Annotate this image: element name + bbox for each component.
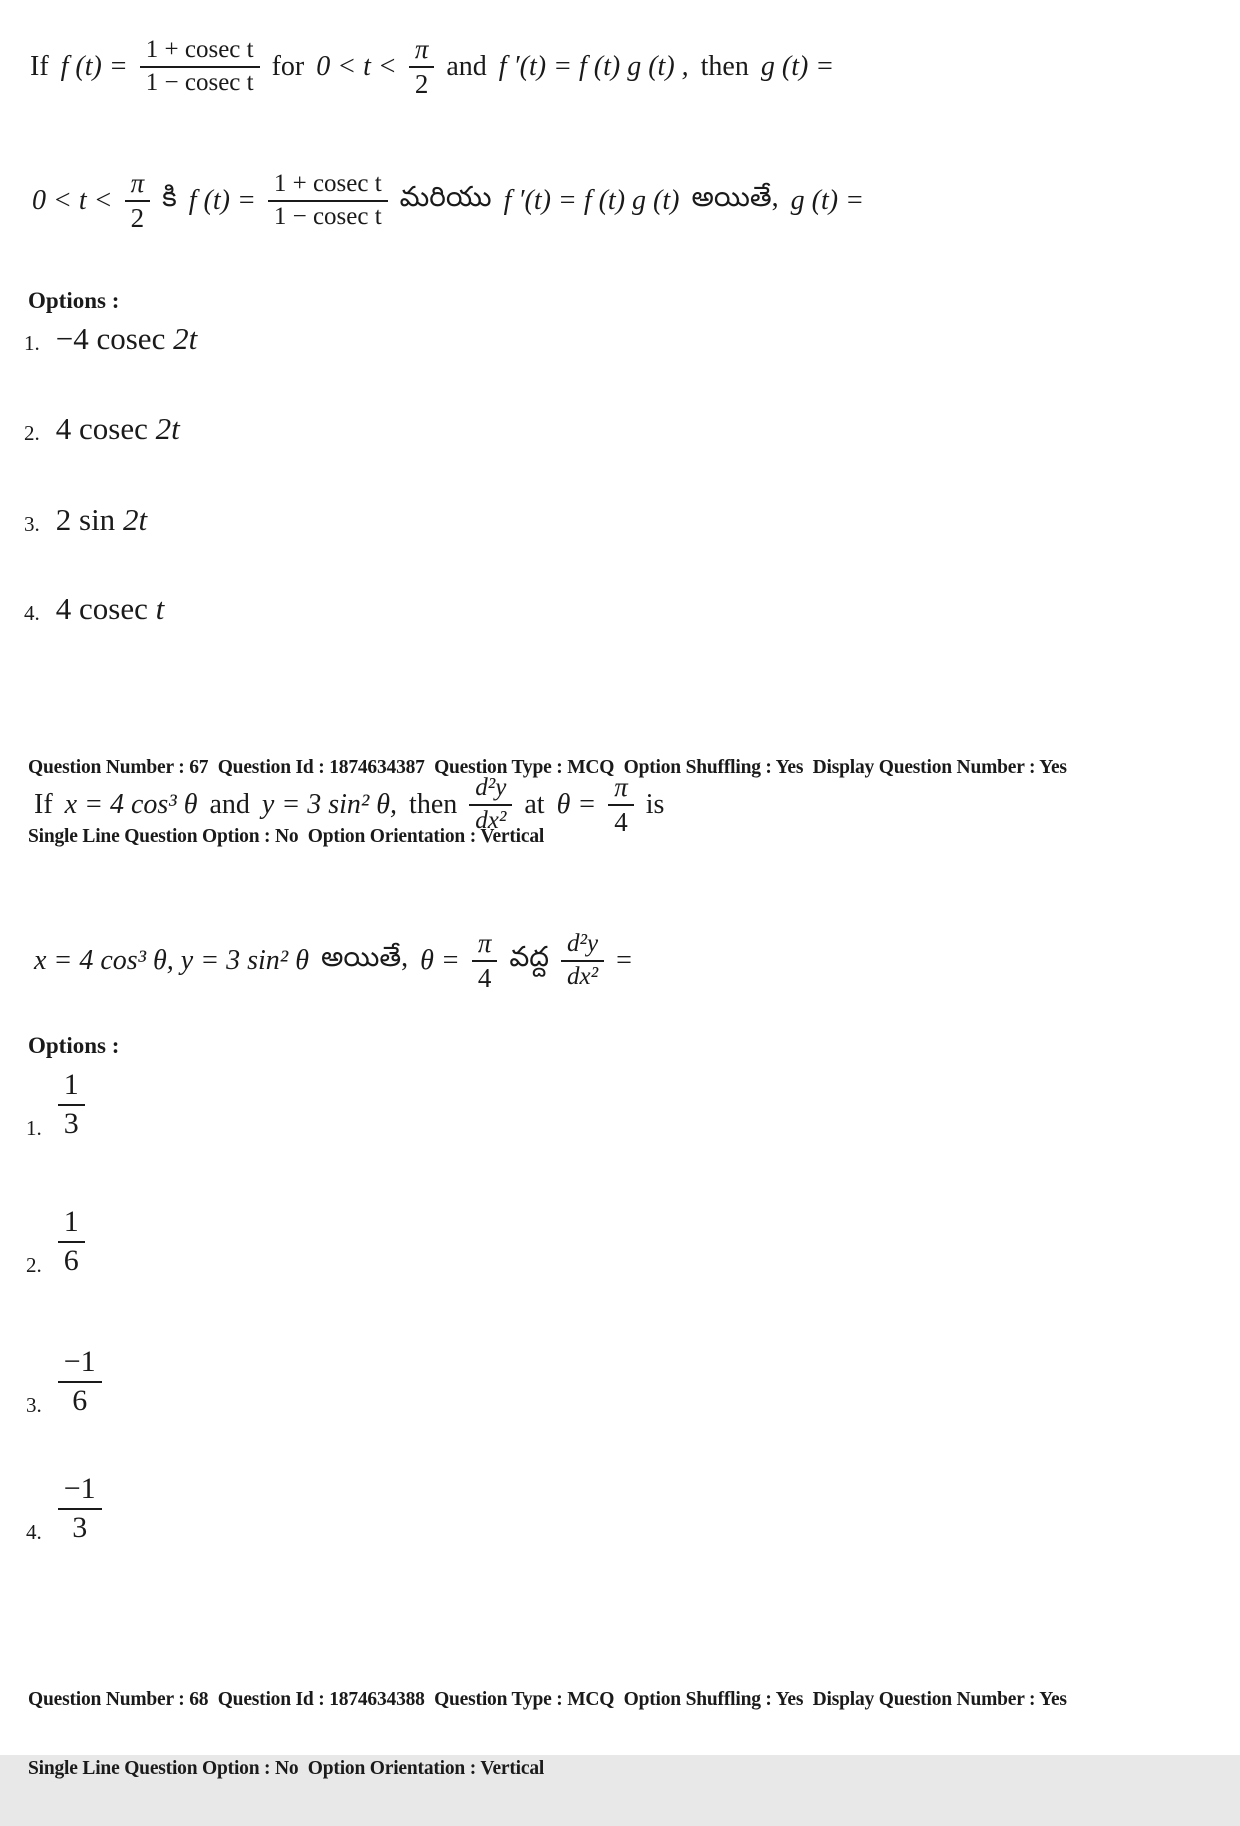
telugu-word-ayithe: అయితే, — [691, 182, 779, 214]
fraction-numerator: π — [608, 772, 634, 806]
word-for: for — [271, 51, 305, 83]
word-then: then — [409, 789, 458, 821]
fraction-pi-over-2 — [125, 168, 151, 234]
fraction-denominator: dx² — [567, 963, 599, 991]
f-definition: f (t) = — [60, 51, 128, 83]
option-text — [56, 592, 164, 626]
inequality: 0 < t < — [316, 51, 397, 83]
word-at: at — [524, 789, 545, 821]
option-text-lead: 2 sin — [55, 502, 123, 537]
fraction-numerator: d²y — [561, 930, 604, 962]
fraction-denominator: 4 — [614, 807, 628, 838]
fraction-numerator: π — [125, 168, 151, 202]
derivative-equation: f ′(t) = f (t) g (t) — [503, 185, 680, 217]
word-if: If — [30, 51, 49, 83]
fraction-numerator: π — [409, 34, 435, 68]
option-number: 1. — [26, 1116, 42, 1140]
metadata-line-2: Single Line Question Option : No Option Orientation : Vertical — [28, 1758, 545, 1779]
g-equation: g (t) = — [760, 51, 835, 83]
metadata-line-1: Question Number : 67 Question Id : 1874634387 Question Type : MCQ Option Shuffling : Yes Display Question Number : Yes — [28, 757, 1067, 778]
g-equation: g (t) = — [790, 185, 864, 217]
option-fraction — [58, 1345, 102, 1418]
fraction-denominator: 3 — [63, 1106, 79, 1140]
fraction-numerator: π — [472, 928, 498, 962]
x-definition: x = 4 cos³ θ — [64, 789, 198, 821]
option-4 — [26, 1472, 102, 1545]
fraction-numerator: d²y — [469, 774, 512, 806]
word-is: is — [645, 789, 665, 821]
fraction-pi-over-4 — [472, 928, 498, 994]
option-text-var: t — [155, 591, 165, 626]
option-text — [56, 322, 197, 356]
word-and: and — [446, 51, 487, 83]
fraction-denominator: dx² — [475, 807, 507, 835]
theta-equation: θ = — [556, 789, 597, 821]
option-text — [56, 503, 147, 537]
option-fraction — [58, 1472, 102, 1545]
metadata-line-1: Question Number : 68 Question Id : 1874634388 Question Type : MCQ Option Shuffling : Yes Display Question Number : Yes — [28, 1689, 1067, 1710]
question-67-telugu-line — [34, 928, 632, 994]
derivative-equation: f ′(t) = f (t) g (t) , — [498, 51, 689, 83]
option-number: 3. — [24, 512, 40, 537]
fraction-denominator: 1 − cosec t — [145, 69, 254, 97]
fraction-denominator: 1 − cosec t — [273, 203, 382, 231]
question-66-english-line — [30, 34, 834, 100]
fraction-numerator: 1 — [58, 1205, 85, 1243]
options-label: Options : — [28, 288, 120, 313]
option-text-lead: −4 cosec — [55, 321, 174, 356]
option-text-lead: 4 cosec — [55, 411, 156, 446]
option-text-var: 2t — [122, 502, 148, 537]
word-if: If — [34, 789, 53, 821]
option-4 — [24, 592, 164, 626]
option-1 — [24, 322, 197, 356]
fraction-pi-over-4 — [608, 772, 634, 838]
option-text-var: 2t — [155, 411, 180, 446]
fraction-denominator: 2 — [130, 203, 145, 234]
metadata-line-2: Single Line Question Option : No Option Orientation : Vertical — [28, 826, 545, 847]
option-number: 2. — [26, 1253, 42, 1277]
fraction-numerator: 1 — [58, 1068, 85, 1106]
telugu-word-ki: కి — [162, 182, 177, 214]
option-fraction — [58, 1205, 85, 1278]
fraction-denominator: 4 — [477, 963, 492, 994]
xy-definition: x = 4 cos³ θ, y = 3 sin² θ — [34, 945, 309, 977]
option-text — [56, 412, 180, 446]
option-3 — [26, 1345, 102, 1418]
telugu-word-vadda: వద్ద — [509, 942, 550, 974]
option-2 — [24, 412, 180, 446]
option-1 — [26, 1068, 85, 1141]
option-fraction — [58, 1068, 85, 1141]
fraction-denominator: 6 — [72, 1383, 88, 1417]
question-68-metadata — [28, 1642, 1218, 1826]
option-text-lead: 4 cosec — [55, 591, 156, 626]
f-definition: f (t) = — [188, 185, 256, 217]
word-and: and — [209, 789, 250, 821]
telugu-word-ayithe: అయితే, — [320, 942, 409, 974]
fraction-denominator: 2 — [414, 69, 429, 100]
inequality: 0 < t < — [32, 185, 113, 217]
fraction-denominator: 3 — [72, 1510, 88, 1544]
fraction-numerator: 1 + cosec t — [268, 170, 388, 202]
option-2 — [26, 1205, 85, 1278]
fraction-cosec — [268, 170, 388, 232]
fraction-denominator: 6 — [63, 1243, 79, 1277]
telugu-word-mariyu: మరియు — [399, 182, 492, 214]
fraction-numerator: −1 — [58, 1472, 102, 1510]
question-67-english-line — [34, 772, 664, 838]
option-number: 3. — [26, 1393, 42, 1417]
option-3 — [24, 503, 147, 537]
fraction-pi-over-2 — [409, 34, 435, 100]
y-definition: y = 3 sin² θ, — [261, 789, 398, 821]
options-label: Options : — [28, 1033, 120, 1058]
fraction-d2y-dx2 — [561, 930, 604, 992]
fraction-numerator: 1 + cosec t — [140, 36, 260, 68]
fraction-numerator: −1 — [58, 1345, 102, 1383]
option-number: 2. — [24, 421, 40, 446]
fraction-cosec — [140, 36, 260, 98]
option-text-var: 2t — [173, 321, 198, 356]
equals-sign: = — [616, 945, 632, 977]
word-then: then — [700, 51, 749, 83]
option-number: 1. — [24, 331, 40, 356]
theta-equation: θ = — [420, 945, 460, 977]
fraction-d2y-dx2 — [469, 774, 512, 836]
option-number: 4. — [24, 601, 40, 626]
question-66-telugu-line — [32, 168, 864, 234]
option-number: 4. — [26, 1520, 42, 1544]
